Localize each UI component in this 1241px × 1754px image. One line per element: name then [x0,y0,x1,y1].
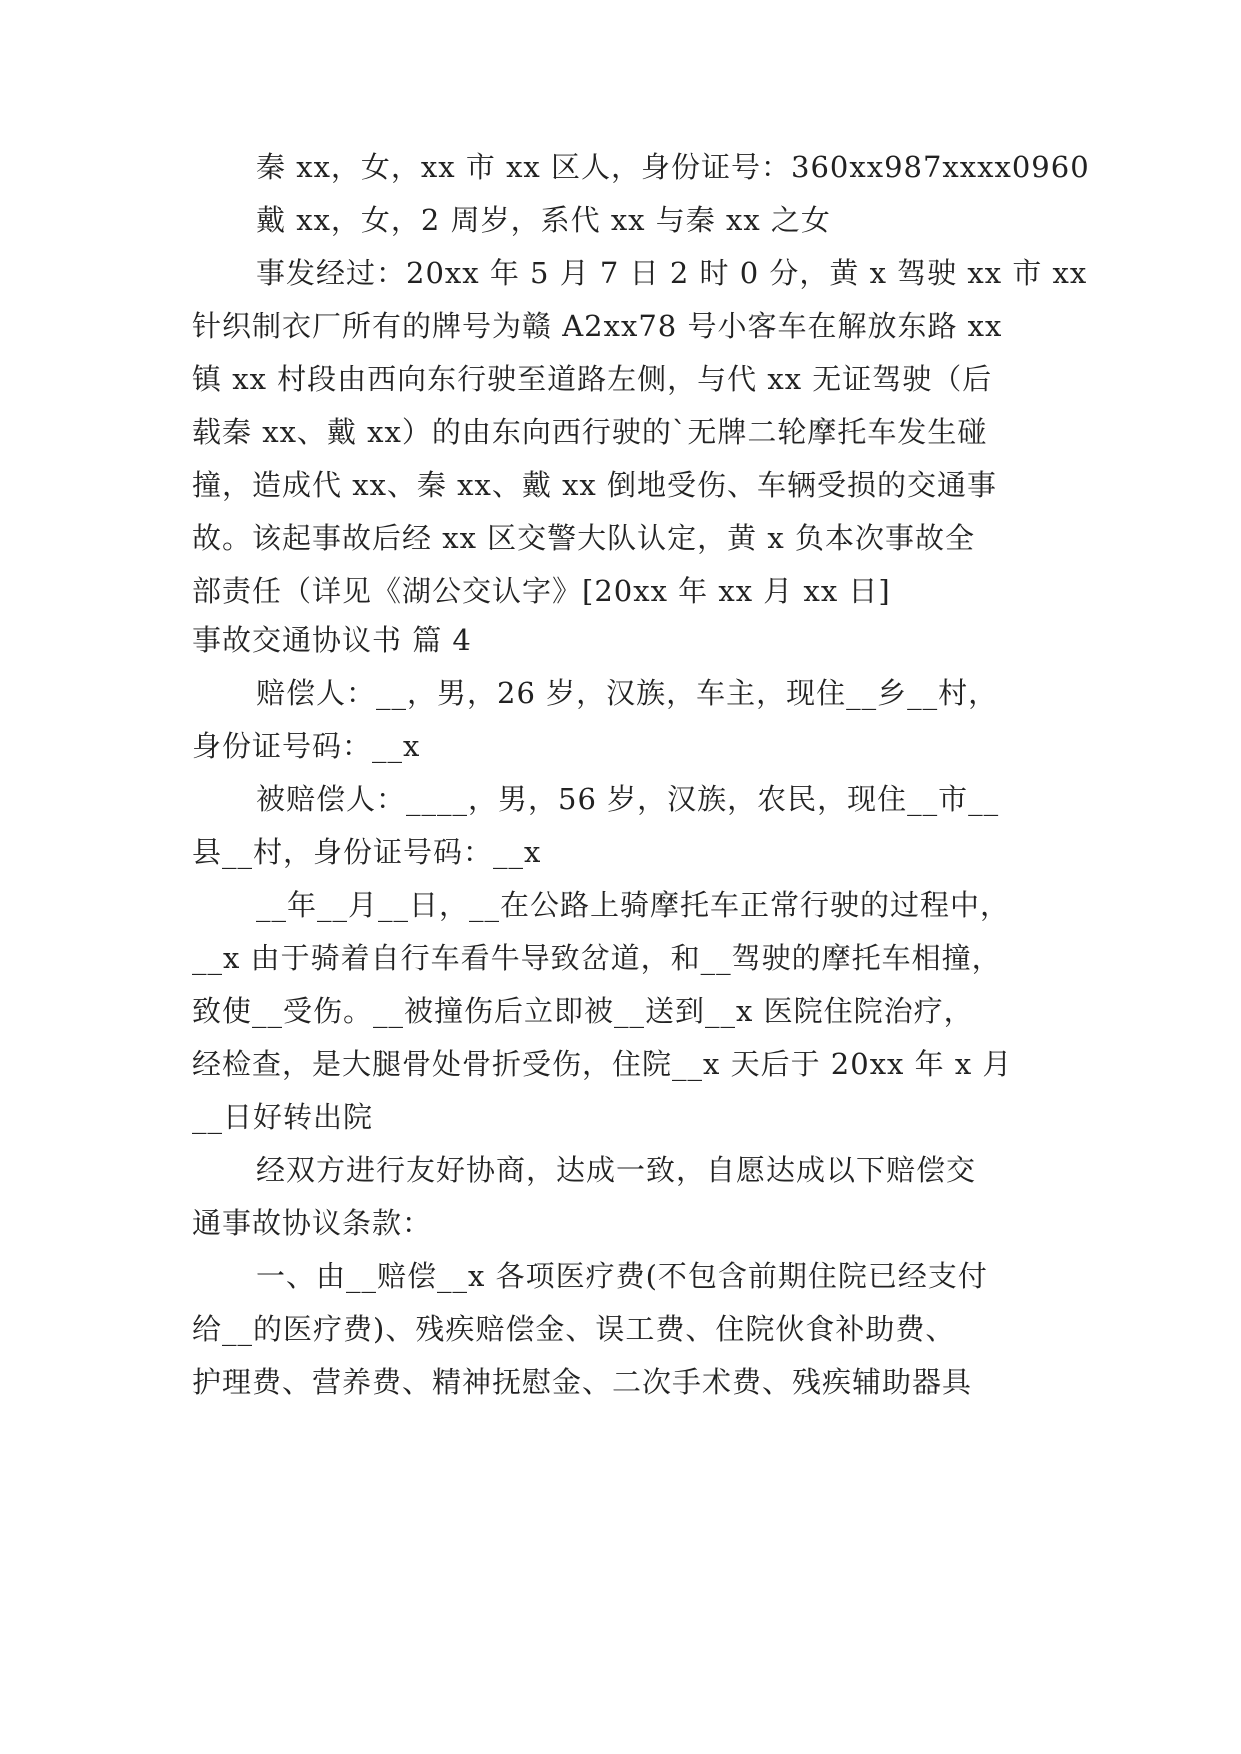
compensated-info-line: 县__村，身份证号码：__x [192,835,542,869]
party-dai-info: 戴 xx，女，2 周岁，系代 xx 与秦 xx 之女 [256,203,831,237]
accident-description-line: __年__月__日，__在公路上骑摩托车正常行驶的过程中， [256,888,1011,922]
party-qin-info: 秦 xx，女，xx 市 xx 区人，身份证号：360xx987xxxx0960 [256,150,1090,184]
incident-paragraph-line: 撞，造成代 xx、秦 xx、戴 xx 倒地受伤、车辆受损的交通事 [192,468,998,502]
accident-description-line: 致使__受伤。__被撞伤后立即被__送到__x 医院住院治疗， [192,994,974,1028]
incident-paragraph-line: 针织制衣厂所有的牌号为赣 A2xx78 号小客车在解放东路 xx [192,309,1003,343]
agreement-intro-line: 通事故协议条款： [192,1206,433,1240]
accident-description-line: __x 由于骑着自行车看牛导致岔道，和__驾驶的摩托车相撞， [192,941,1002,975]
incident-paragraph-line: 镇 xx 村段由西向东行驶至道路左侧，与代 xx 无证驾驶（后 [192,362,993,396]
compensated-info-line: 被赔偿人：____，男，56 岁，汉族，农民，现住__市__ [256,782,1000,816]
clause-one-line: 给__的医疗费)、残疾赔偿金、误工费、住院伙食补助费、 [192,1312,956,1346]
compensator-info-line: 赔偿人：__，男，26 岁，汉族，车主，现住__乡__村， [256,676,999,710]
accident-description-line: 经检查，是大腿骨处骨折受伤，住院__x 天后于 20xx 年 x 月 [192,1047,1013,1081]
incident-paragraph-line: 故。该起事故后经 xx 区交警大队认定，黄 x 负本次事故全 [192,521,975,555]
clause-one-line: 护理费、营养费、精神抚慰金、二次手术费、残疾辅助器具 [192,1365,973,1399]
agreement-intro-line: 经双方进行友好协商，达成一致，自愿达成以下赔偿交 [256,1153,977,1187]
incident-paragraph-line: 载秦 xx、戴 xx）的由东向西行驶的`无牌二轮摩托车发生碰 [192,415,988,449]
clause-one-line: 一、由__赔偿__x 各项医疗费(不包含前期住院已经支付 [256,1259,988,1293]
compensator-info-line: 身份证号码：__x [192,729,421,763]
incident-paragraph-line: 事发经过：20xx 年 5 月 7 日 2 时 0 分，黄 x 驾驶 xx 市 xx [256,256,1088,290]
section-heading: 事故交通协议书 篇 4 [192,623,472,657]
accident-description-line: __日好转出院 [192,1100,374,1134]
incident-paragraph-line: 部责任（详见《湖公交认字》[20xx 年 xx 月 xx 日] [192,574,891,608]
